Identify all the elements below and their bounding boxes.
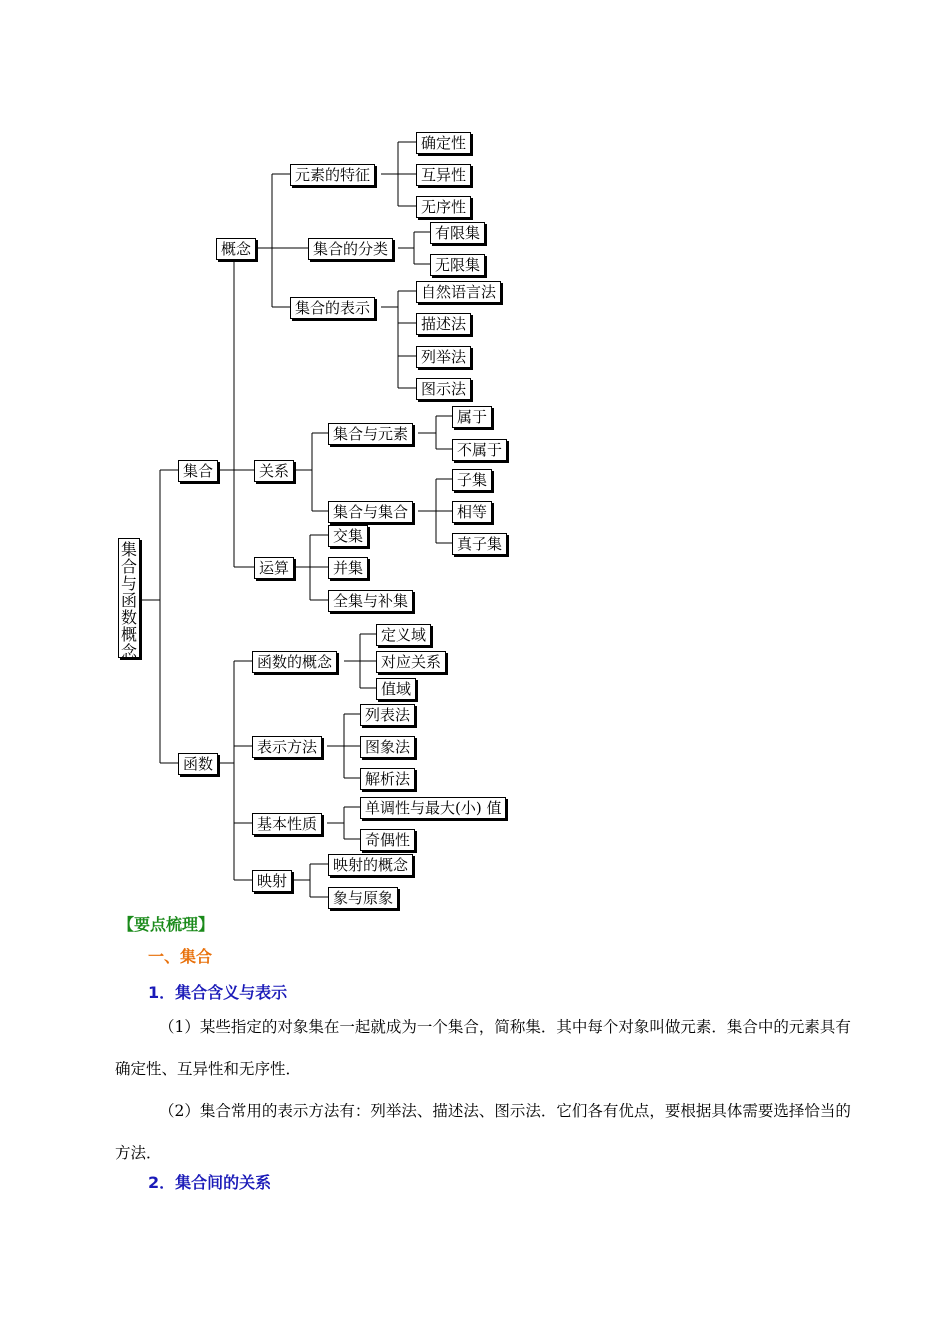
node-tushi: 图示法 bbox=[416, 378, 471, 400]
node-yuansu-tezheng: 元素的特征 bbox=[290, 164, 375, 186]
node-huyixing: 互异性 bbox=[416, 164, 471, 186]
node-quanji-buji: 全集与补集 bbox=[328, 590, 413, 612]
section-title: 【要点梳理】 bbox=[118, 915, 215, 934]
node-yingshe: 映射 bbox=[252, 870, 292, 892]
node-jiaoji: 交集 bbox=[328, 525, 368, 547]
node-xiang-yuanxiang: 象与原象 bbox=[328, 887, 398, 909]
node-tuxiang: 图象法 bbox=[360, 736, 415, 758]
node-liebiao: 列表法 bbox=[360, 704, 415, 726]
node-dingyiyu: 定义域 bbox=[376, 624, 431, 646]
node-shuyu: 属于 bbox=[452, 406, 492, 428]
node-zhenziji: 真子集 bbox=[452, 533, 507, 555]
node-quedingxing: 确定性 bbox=[416, 132, 471, 154]
node-jihe: 集合 bbox=[178, 460, 218, 482]
node-zhiyu: 值域 bbox=[376, 678, 416, 700]
node-jihe-biaoshi: 集合的表示 bbox=[290, 297, 375, 319]
subsection-2-title: 2．集合间的关系 bbox=[148, 1173, 272, 1192]
node-jiouxing: 奇偶性 bbox=[360, 829, 415, 851]
node-biaoshi-fangfa: 表示方法 bbox=[252, 736, 322, 758]
node-jiexi: 解析法 bbox=[360, 768, 415, 790]
node-xiangdeng: 相等 bbox=[452, 501, 492, 523]
node-wuxianji: 无限集 bbox=[430, 254, 485, 276]
mindmap-root-label: 集 合 与 函 数 概 念 bbox=[120, 540, 137, 661]
node-hanshu-gainian: 函数的概念 bbox=[252, 651, 337, 673]
node-jihe-fenlei: 集合的分类 bbox=[308, 238, 393, 260]
node-miaoshu: 描述法 bbox=[416, 313, 471, 335]
part1-title: 一、集合 bbox=[148, 947, 213, 966]
node-jihe-yuansu: 集合与元素 bbox=[328, 423, 413, 445]
mindmap-root-node bbox=[118, 538, 140, 661]
node-dandiaoxing: 单调性与最大(小) 值 bbox=[360, 797, 506, 819]
node-duiying-guanxi: 对应关系 bbox=[376, 651, 446, 673]
node-wuxuxing: 无序性 bbox=[416, 196, 471, 218]
node-youxianji: 有限集 bbox=[430, 222, 485, 244]
node-bingji: 并集 bbox=[328, 557, 368, 579]
node-jiben-xingzhi: 基本性质 bbox=[252, 813, 322, 835]
node-hanshu: 函数 bbox=[178, 753, 218, 775]
node-bushuyu: 不属于 bbox=[452, 439, 507, 461]
node-yingshe-gainian: 映射的概念 bbox=[328, 854, 413, 876]
node-ziran-yuyan: 自然语言法 bbox=[416, 281, 501, 303]
subsection-1-title: 1．集合含义与表示 bbox=[148, 983, 288, 1002]
node-liejv: 列举法 bbox=[416, 346, 471, 368]
node-yunsuan: 运算 bbox=[254, 557, 294, 579]
node-jihe-jihe: 集合与集合 bbox=[328, 501, 413, 523]
node-gainian: 概念 bbox=[216, 238, 256, 260]
node-guanxi: 关系 bbox=[254, 460, 294, 482]
node-ziji: 子集 bbox=[452, 469, 492, 491]
paragraph-2: （2）集合常用的表示方法有：列举法、描述法、图示法．它们各有优点，要根据具体需要选择恰当的方法． bbox=[115, 1102, 851, 1162]
paragraph-1: （1）某些指定的对象集在一起就成为一个集合，简称集．其中每个对象叫做元素．集合中的元素具有确定性、互异性和无序性． bbox=[115, 1018, 851, 1078]
